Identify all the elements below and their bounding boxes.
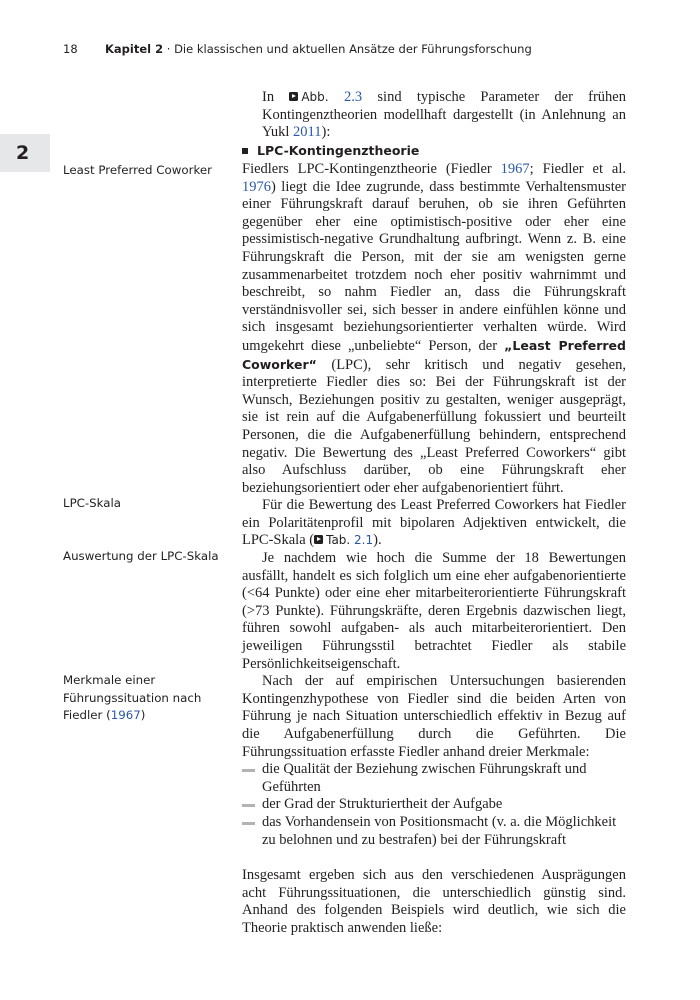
intro-text-cont: sind typische Parameter der frühen Kontingenztheorien modellhaft dargestellt (in Anlehnung an Yukl — [262, 89, 626, 141]
figure-ref-link[interactable]: 2.3 — [344, 89, 363, 105]
chapter-label: Kapitel 2 — [105, 42, 164, 56]
margin-note-merkmale — [63, 672, 228, 725]
text: (LPC), sehr kritisch und negativ gesehen, interpretierte Fiedler dies so: Bei der Führungskraft ist der Wunsch, Beziehungen positiv zu gestalten, weniger ausgeprägt, sie ist rein auf die Aufgabenerfüllung fokussiert und beurteilt Personen, die die Aufgabenerfüllung behindern, entsprechend negativ. Die Bewertung des „Least Preferred Coworkers“ gibt also Aufschluss darüber, ob eine Führungskraft eher beziehungsorientiert oder eher aufgabenorientiert führt. — [242, 356, 626, 496]
dash-bullet-icon — [242, 804, 255, 807]
text: Fiedlers LPC-Kontingenztheorie (Fiedler — [242, 161, 501, 177]
list-item-text: der Grad der Strukturiertheit der Aufgabe — [262, 796, 503, 813]
table-ref-link[interactable]: 2.1 — [354, 533, 374, 548]
figure-label: Abb. — [301, 90, 345, 104]
citation-link[interactable]: 1976 — [242, 178, 271, 195]
paragraph-lpc-skala — [242, 497, 626, 550]
chapter-tab: 2 — [0, 134, 50, 172]
text: ) liegt die Idee zugrunde, dass bestimmte Verhaltensmuster einer Führungskraft darauf beruhen, ob sie ihren Geführten gegenüber eher eine optimistisch-positive oder eher eine pessimistisch-negative Grundhaltung aufbringt. Wenn z. B. eine Führungskraft die Person, mit der sie am wenigsten gerne zusammenarbeitet trotzdem noch eher positiv wahrnimmt und beschreibt, so nahm Fiedler an, dass die Führungskraft verständnisvoller sei, sich besser in andere einfühlen könne und sich insgesamt beziehungsorientierter verhalten würde. Wird umgekehrt diese „unbeliebte“ Person, der — [242, 178, 626, 354]
table-ref-icon — [314, 535, 323, 544]
dash-bullet-icon — [242, 769, 255, 772]
paragraph-merkmale: Nach der auf empirischen Untersuchungen basierenden Kontingenzhypothese von Fiedler sind die beiden Arten von Führung je nach Situation unterschiedlich effektiv in Bezug auf die Aufgabenerfüllung durch die Geführten. Die Führungssituation erfasste Fiedler anhand dreier Merkmale: — [242, 673, 626, 760]
section-heading — [242, 142, 626, 160]
section-heading-block — [242, 142, 626, 160]
text: ). — [373, 532, 382, 549]
section-heading-text: LPC-Kontingenztheorie — [257, 143, 420, 158]
text: Für die Bewertung des Least Preferred Coworkers hat Fiedler ein Polaritätenprofil mit bipolaren Adjektiven entwickelt, die LPC-Skala ( — [242, 497, 626, 549]
main-text — [242, 161, 626, 938]
list-item — [242, 761, 626, 796]
intro-paragraph — [262, 89, 626, 142]
list-item — [242, 796, 626, 814]
heading-bullet-icon — [242, 148, 248, 154]
page-number: 18 — [63, 42, 78, 56]
citation-link[interactable]: 1967 — [500, 161, 530, 177]
margin-note-lpc-skala: LPC-Skala — [63, 496, 122, 510]
intro-text-end: ): — [321, 124, 331, 141]
margin-note-auswertung: Auswertung der LPC-Skala — [63, 549, 219, 563]
intro-text: In — [262, 89, 290, 105]
paragraph-summary: Insgesamt ergeben sich aus den verschiedenen Ausprägungen acht Führungssituationen, die unterschiedlich günstig sind. Anhand des folgenden Beispiels wird deutlich, wie sich die Theorie praktisch anwenden ließe: — [242, 867, 626, 936]
margin-note-merkmale-text: Merkmale einer Führungssituation nach Fiedler ( — [63, 673, 202, 722]
citation-link[interactable]: 1967 — [110, 708, 141, 722]
header-separator: · — [163, 42, 175, 56]
citation-link[interactable]: 2011 — [293, 124, 322, 141]
table-label: Tab. — [326, 533, 355, 548]
chapter-title: Die klassischen und aktuellen Ansätze der Führungsforschung — [174, 42, 532, 56]
list-item — [242, 814, 626, 849]
running-header — [63, 42, 532, 56]
bold-term: „Least Preferred Coworker“ — [242, 337, 626, 372]
paragraph-auswertung: Je nachdem wie hoch die Summe der 18 Bewertungen ausfällt, handelt es sich folglich um eine eher aufgabenorientierte (<64 Punkte) oder eine eher mitarbeiterorientierte Führungskraft (>73 Punkte). Führungskräfte, deren Ergebnis dazwischen liegt, führen sowohl aufgaben- als auch mitarbeiterorientiert. Den jeweiligen Führungsstil betrachtet Fiedler als stabile Persönlichkeitseigenschaft. — [242, 550, 626, 672]
merkmale-list — [242, 761, 626, 849]
text: ; Fiedler et al. — [529, 161, 626, 177]
margin-note-merkmale-end: ) — [140, 708, 146, 722]
list-item-text: das Vorhandensein von Positionsmacht (v. a. die Möglichkeit zu belohnen und zu bestrafen) bei der Führungskraft — [262, 813, 617, 848]
dash-bullet-icon — [242, 822, 255, 825]
paragraph-lpc-theory — [242, 161, 626, 497]
margin-note-least-preferred-coworker: Least Preferred Coworker — [63, 163, 212, 177]
list-item-text: die Qualität der Beziehung zwischen Führungskraft und Geführten — [262, 761, 587, 795]
figure-ref-icon — [289, 92, 298, 101]
